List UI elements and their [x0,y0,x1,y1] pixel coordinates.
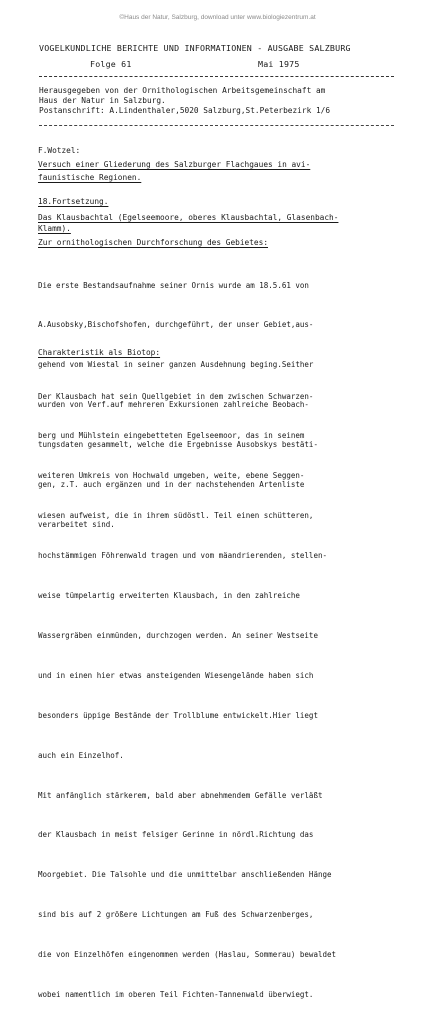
text-line: die von Einzelhöfen eingenommen werden (Haslau, Sommerau) bewaldet [38,950,337,960]
publisher-line-2: Haus der Natur in Salzburg. [39,96,166,105]
header-rule-top [39,76,394,77]
postal-address: Postanschrift: A.Lindenthaler,5020 Salzburg,St.Peterbezirk 1/6 [39,106,331,115]
text-line: auch ein Einzelhof. [38,750,124,760]
article-author: F.Wotzel: [38,146,81,155]
region-title-line-1: Das Klausbachtal (Egelseemoore, oberes Klausbachtal, Glasenbach- [38,213,339,222]
text-line: wobei namentlich im oberen Teil Fichten-Tannenwald überwiegt. [38,989,314,999]
text-line: sind bis auf 2 größere Lichtungen am Fuß des Schwarzenberges, [38,910,314,920]
text-line: Der Klausbach hat sein Quellgebiet in dem zwischen Schwarzen- [38,391,314,401]
text-line: tungsdaten gesammelt, welche die Ergebnisse Ausobskys bestäti- [38,440,318,450]
publisher-line-1: Herausgegeben von der Ornithologischen Arbeitsgemeinschaft am [39,86,326,95]
region-title-line-2: Klamm). [38,224,71,233]
issue-number: Folge 61 [90,59,132,69]
newsletter-title: VOGELKUNDLICHE BERICHTE UND INFORMATIONEN - AUSGABE SALZBURG [39,43,351,53]
text-line: Wassergräben einmünden, durchzogen werden. An seiner Westseite [38,630,318,640]
text-line: besonders üppige Bestände der Trollblume entwickelt.Hier liegt [38,710,318,720]
text-line: gen, z.T. auch ergänzen und in der nachstehenden Artenliste [38,480,305,490]
text-line: A.Ausobsky,Bischofshofen, durchgeführt, der unser Gebiet,aus- [38,320,314,330]
header-rule-bottom [39,125,394,126]
text-line: weiteren Umkreis von Hochwald umgeben, weite, ebene Seggen- [38,471,305,481]
text-line: wurden von Verf.auf mehreren Exkursionen zahlreiche Beobach- [38,400,309,410]
biotope-heading: Charakteristik als Biotop: [38,348,161,357]
text-line: Mit anfänglich stärkerem, bald aber abnehmendem Gefälle verläßt [38,790,323,800]
text-line: und in einen hier etwas ansteigenden Wiesengelände haben sich [38,670,314,680]
continuation-label: 18.Fortsetzung. [38,197,109,206]
text-line: hochstämmigen Föhrenwald tragen und vom mäandrierenden, stellen- [38,551,327,561]
article-title-line-2: faunistische Regionen. [38,173,142,182]
text-line: der Klausbach in meist felsiger Gerinne in nördl.Richtung das [38,830,314,840]
article-title-line-1: Versuch einer Gliederung des Salzburger Flachgaues in avi- [38,160,311,169]
text-line: Die erste Bestandsaufnahme seiner Ornis wurde am 18.5.61 von [38,280,309,290]
biotope-paragraph [38,363,398,1028]
text-line: Moorgebiet. Die Talsohle und die unmittelbar anschließenden Hänge [38,870,332,880]
issue-date: Mai 1975 [258,59,300,69]
text-line: verarbeitet sind. [38,519,115,529]
history-heading: Zur ornithologischen Durchforschung des Gebietes: [38,238,269,247]
text-line: weise tümpelartig erweiterten Klausbach, in den zahlreiche [38,591,300,601]
text-line: gehend vom Wiestal in seiner ganzen Ausdehnung beging.Seither [38,360,314,370]
watermark: ©Haus der Natur, Salzburg, download unter www.biologiezentrum.at [119,14,316,21]
text-line: wiesen aufweist, die in ihrem südöstl. Teil einen schütteren, [38,511,314,521]
text-line: berg und Mühlstein eingebetteten Egelseemoor, das in seinem [38,431,305,441]
